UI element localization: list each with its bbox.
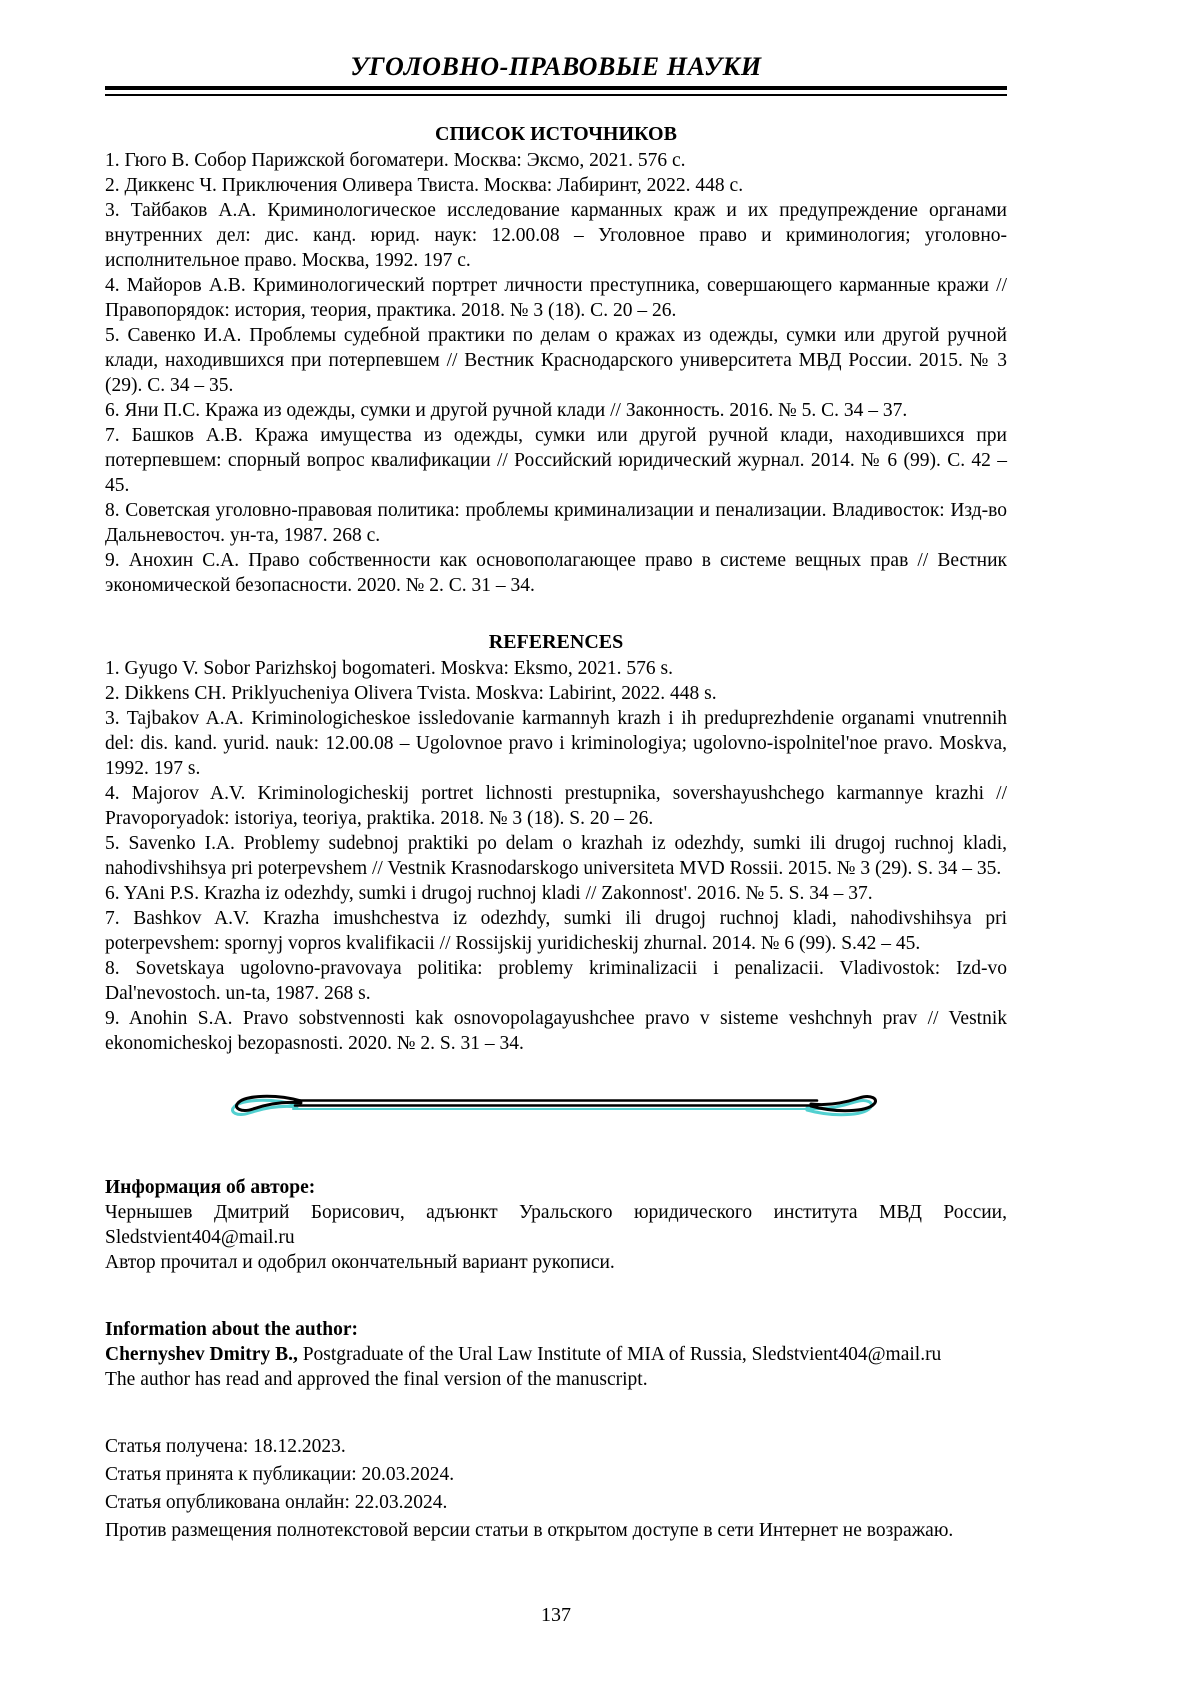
- source-item-1: 1. Гюго В. Собор Парижской богоматери. Москва: Эксмо, 2021. 576 с.: [105, 150, 686, 171]
- references-section: [105, 630, 1007, 1056]
- reference-item-9: 9. Anohin S.A. Pravo sobstvennosti kak osnovopolagayushchee pravo v sisteme veshchnyh prav // Vestnik ekonomicheskoj bezopasnosti. 2020. № 2. S. 31 – 34.: [105, 1008, 1007, 1054]
- author-info-en-section: [105, 1317, 1007, 1392]
- date-published: Статья опубликована онлайн: 22.03.2024.: [105, 1492, 448, 1513]
- author-info-en-note: The author has read and approved the final version of the manuscript.: [105, 1369, 648, 1390]
- source-item-9: 9. Анохин С.А. Право собственности как основополагающее право в системе вещных прав // Вестник экономической безопасности. 2020. № 2. С. 31 – 34.: [105, 550, 1007, 596]
- source-item-4: 4. Майоров А.В. Криминологический портрет личности преступника, совершающего карманные кражи // Правопорядок: история, теория, практика. 2018. № 3 (18). С. 20 – 26.: [105, 275, 1007, 321]
- decorative-divider: [105, 1090, 1007, 1127]
- open-access-note: Против размещения полнотекстовой версии статьи в открытом доступе в сети Интернет не возражаю.: [105, 1520, 954, 1541]
- source-item-5: 5. Савенко И.А. Проблемы судебной практики по делам о кражах из одежды, сумки или другой ручной клади, находившихся при потерпевшем // Вестник Краснодарского университета МВД России. 2015. № 3 (29). С. 34 – 35.: [105, 325, 1007, 396]
- author-info-en-heading: Information about the author:: [105, 1319, 358, 1340]
- reference-item-5: 5. Savenko I.A. Problemy sudebnoj praktiki po delam o krazhah iz odezhdy, sumki ili drugoj ruchnoj kladi, nahodivshihsya pri poterpevshem // Vestnik Krasnodarskogo universiteta MVD Rossii. 2015. № 3 (29). S. 34 – 35.: [105, 833, 1007, 879]
- source-item-7: 7. Башков А.В. Кража имущества из одежды, сумки или другой ручной клади, находившихся при потерпевшем: спорный вопрос квалификации // Российский юридический журнал. 2014. № 6 (99). С. 42 – 45.: [105, 425, 1007, 496]
- author-info-ru-note: Автор прочитал и одобрил окончательный вариант рукописи.: [105, 1252, 615, 1273]
- sources-title: СПИСОК ИСТОЧНИКОВ: [435, 123, 677, 145]
- author-info-ru-body: Чернышев Дмитрий Борисович, адъюнкт Уральского юридического института МВД России, Sledstvient404@mail.ru: [105, 1202, 1007, 1248]
- source-item-2: 2. Диккенс Ч. Приключения Оливера Твиста. Москва: Лабиринт, 2022. 448 с.: [105, 175, 744, 196]
- reference-item-8: 8. Sovetskaya ugolovno-pravovaya politika: problemy kriminalizacii i penalizacii. Vladivostok: Izd-vo Dal'nevostoch. un-ta, 1987. 268 s.: [105, 958, 1007, 1004]
- page-number: 137: [541, 1604, 571, 1626]
- reference-item-1: 1. Gyugo V. Sobor Parizhskoj bogomateri. Moskva: Eksmo, 2021. 576 s.: [105, 658, 674, 679]
- source-item-8: 8. Советская уголовно-правовая политика: проблемы криминализации и пенализации. Владивосток: Изд-во Дальневосточ. ун-та, 1987. 268 с.: [105, 500, 1007, 546]
- references-title: REFERENCES: [488, 631, 624, 653]
- sources-section: [105, 122, 1007, 598]
- header-double-rule: [105, 86, 1007, 96]
- reference-item-2: 2. Dikkens CH. Priklyucheniya Olivera Tvista. Moskva: Labirint, 2022. 448 s.: [105, 683, 717, 704]
- author-info-en-body: [105, 1342, 1007, 1367]
- date-received: Статья получена: 18.12.2023.: [105, 1436, 346, 1457]
- running-head: [105, 54, 1007, 96]
- reference-item-7: 7. Bashkov A.V. Krazha imushchestva iz odezhdy, sumki ili drugoj ruchnoj kladi, nahodivshihsya pri poterpevshem: spornyj vopros kvalifikacii // Rossijskij yuridicheskij zhurnal. 2014. № 6 (99). S.42 – 45.: [105, 908, 1007, 954]
- running-head-title: УГОЛОВНО-ПРАВОВЫЕ НАУКИ: [350, 52, 762, 81]
- page-footer: [105, 1603, 1007, 1628]
- article-dates-section: [105, 1434, 1007, 1543]
- author-affiliation: Postgraduate of the Ural Law Institute of MIA of Russia, Sledstvient404@mail.ru: [302, 1344, 942, 1365]
- source-item-6: 6. Яни П.С. Кража из одежды, сумки и другой ручной клади // Законность. 2016. № 5. С. 34 – 37.: [105, 400, 908, 421]
- author-info-ru-section: [105, 1175, 1007, 1275]
- reference-item-6: 6. YAni P.S. Krazha iz odezhdy, sumki i drugoj ruchnoj kladi // Zakonnost'. 2016. № 5. S. 34 – 37.: [105, 883, 873, 904]
- author-info-ru-heading: Информация об авторе:: [105, 1177, 316, 1198]
- author-name: Chernyshev Dmitry B.,: [105, 1344, 298, 1365]
- date-accepted: Статья принята к публикации: 20.03.2024.: [105, 1464, 455, 1485]
- reference-item-3: 3. Tajbakov A.A. Kriminologicheskoe issledovanie karmannyh krazh i ih preduprezhdenie organami vnutrennih del: dis. kand. yurid. nauk: 12.00.08 – Ugolovnoe pravo i kriminologiya; ugolovno-ispolnitel'noe pravo. Moskva, 1992. 197 s.: [105, 708, 1007, 779]
- divider-flourish-icon: [231, 1090, 881, 1120]
- reference-item-4: 4. Majorov A.V. Kriminologicheskij portret lichnosti prestupnika, sovershayushchego karmannye krazhi // Pravoporyadok: istoriya, teoriya, praktika. 2018. № 3 (18). S. 20 – 26.: [105, 783, 1007, 829]
- source-item-3: 3. Тайбаков А.А. Криминологическое исследование карманных краж и их предупреждение органами внутренних дел: дис. канд. юрид. наук: 12.00.08 – Уголовное право и криминология; уголовно-исполнительное право. Москва, 1992. 197 с.: [105, 200, 1007, 271]
